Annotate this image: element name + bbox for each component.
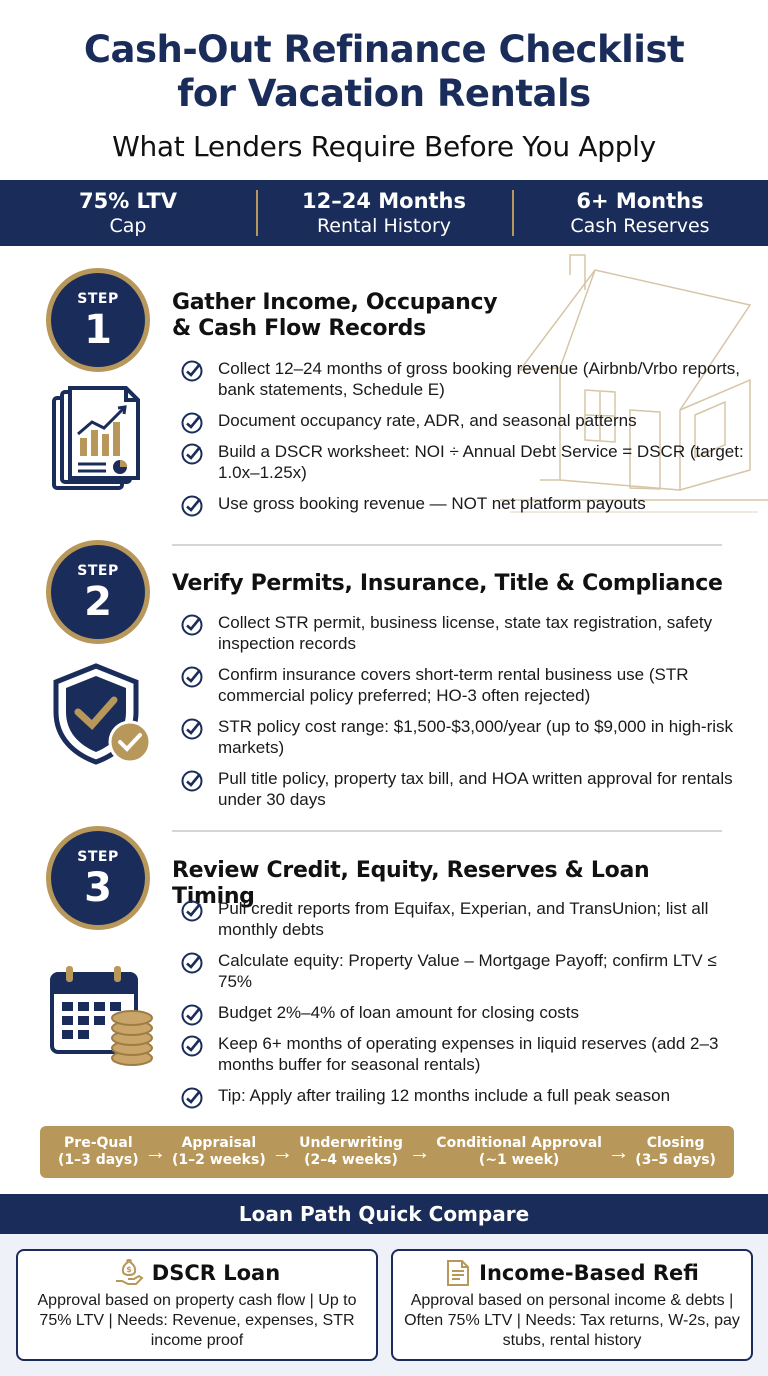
stat-reserves [512, 180, 768, 246]
check-circle-icon [180, 717, 204, 741]
phase-name: Pre-Qual [64, 1135, 133, 1151]
step-badge [46, 268, 150, 372]
phase-duration: (2–4 weeks) [304, 1152, 398, 1168]
stat-label: Rental History [316, 215, 452, 237]
checklist-item [180, 1033, 750, 1075]
money-hand-icon [114, 1259, 144, 1287]
card-title: Income-Based Refi [479, 1261, 699, 1285]
compare-heading: Loan Path Quick Compare [0, 1194, 768, 1234]
check-circle-icon [180, 613, 204, 637]
loan-timeline [40, 1126, 734, 1178]
stat-ltv [0, 180, 256, 246]
check-circle-icon [180, 359, 204, 383]
step-badge-word: STEP [77, 563, 119, 579]
card-text: Approval based on property cash flow | Up to 75% LTV | Needs: Revenue, expenses, STR income proof [37, 1292, 357, 1349]
phase-duration: (1–3 days) [58, 1152, 139, 1168]
phase-name: Closing [646, 1135, 705, 1151]
check-circle-icon [180, 411, 204, 435]
checklist-text: Build a DSCR worksheet: NOI ÷ Annual Debt Service = DSCR (target: 1.0x–1.25x) [218, 442, 744, 482]
timeline-phase [58, 1135, 139, 1169]
phase-name: Appraisal [181, 1135, 257, 1151]
check-circle-icon [180, 769, 204, 793]
divider [172, 830, 722, 832]
step-title: Verify Permits, Insurance, Title & Compliance [172, 571, 723, 596]
checklist-text: Collect STR permit, business license, state tax registration, safety inspection records [218, 613, 713, 653]
checklist-item [180, 716, 750, 758]
page-subtitle: What Lenders Require Before You Apply [112, 130, 656, 163]
arrow-right-icon: → [144, 1139, 167, 1164]
phase-name: Underwriting [299, 1135, 403, 1151]
checklist-item [180, 664, 750, 706]
check-circle-icon [180, 1034, 204, 1058]
card-text: Approval based on personal income & debts | Often 75% LTV | Needs: Tax returns, W-2s, pay stubs, rental history [404, 1292, 740, 1349]
timeline-phase [635, 1135, 716, 1169]
checklist-item [180, 768, 750, 810]
checklist-text: Keep 6+ months of operating expenses in liquid reserves (add 2–3 months buffer for seasonal rentals) [218, 1034, 719, 1074]
phase-name: Conditional Approval [436, 1135, 602, 1151]
step-title: Review Credit, Equity, Reserves & Loan Timing [172, 858, 650, 909]
checklist-item [180, 1002, 750, 1023]
arrow-right-icon: → [607, 1139, 630, 1164]
checklist-item [180, 950, 750, 992]
header [0, 0, 768, 180]
step-badge [46, 540, 150, 644]
step-badge [46, 826, 150, 930]
step-title: Gather Income, Occupancy & Cash Flow Records [172, 290, 498, 341]
checklist-text: Pull title policy, property tax bill, and HOA written approval for rentals under 30 days [218, 769, 733, 809]
stat-value: 75% LTV [78, 189, 178, 213]
stat-label: Cap [109, 215, 147, 237]
stat-value: 12–24 Months [301, 189, 467, 213]
page-title: Cash-Out Refinance Checklist for Vacation Rentals [83, 28, 685, 115]
step-badge-word: STEP [77, 291, 119, 307]
stat-label: Cash Reserves [570, 215, 710, 237]
report-chart-icon [50, 386, 144, 494]
document-icon [445, 1259, 471, 1287]
step-badge-word: STEP [77, 849, 119, 865]
check-circle-icon [180, 951, 204, 975]
stat-history [256, 180, 512, 246]
check-circle-icon [180, 1086, 204, 1110]
checklist-text: Tip: Apply after trailing 12 months include a full peak season [218, 1086, 671, 1105]
checklist-text: Confirm insurance covers short-term rental business use (STR commercial policy preferred; HO-3 often rejected) [218, 665, 689, 705]
step-items [180, 358, 750, 514]
check-circle-icon [180, 494, 204, 518]
card-header [28, 1259, 366, 1287]
check-circle-icon [180, 442, 204, 466]
checklist-item [180, 493, 750, 514]
check-circle-icon [180, 1003, 204, 1027]
step-items [180, 898, 750, 1106]
arrow-right-icon: → [271, 1139, 294, 1164]
checklist-text: Document occupancy rate, ADR, and seasonal patterns [218, 411, 637, 430]
checklist-text: Collect 12–24 months of gross booking revenue (Airbnb/Vrbo reports, bank statements, Schedule E) [218, 359, 740, 399]
phase-duration: (1–2 weeks) [172, 1152, 266, 1168]
checklist-text: Use gross booking revenue — NOT net platform payouts [218, 494, 646, 513]
calendar-coins-icon [50, 964, 156, 1068]
phase-duration: (~1 week) [478, 1152, 560, 1168]
checklist-item [180, 441, 750, 483]
step-badge-number: 2 [84, 579, 112, 625]
card-header [403, 1259, 741, 1287]
phase-duration: (3–5 days) [635, 1152, 716, 1168]
checklist-item [180, 1085, 750, 1106]
checklist-text: Pull credit reports from Equifax, Experian, and TransUnion; list all monthly debts [218, 899, 709, 939]
check-circle-icon [180, 899, 204, 923]
income-refi-card [391, 1249, 753, 1361]
step-items [180, 612, 750, 810]
divider [172, 544, 722, 546]
checklist-item [180, 612, 750, 654]
svg-text:$: $ [126, 1265, 132, 1274]
timeline-phase [172, 1135, 266, 1169]
checklist-item [180, 358, 750, 400]
check-circle-icon [180, 665, 204, 689]
shield-check-icon [52, 662, 154, 766]
timeline-phase [299, 1135, 403, 1169]
card-title: DSCR Loan [151, 1261, 281, 1285]
dscr-loan-card [16, 1249, 378, 1361]
checklist-item [180, 410, 750, 431]
stat-value: 6+ Months [576, 189, 704, 213]
checklist-item [180, 898, 750, 940]
checklist-text: Budget 2%–4% of loan amount for closing costs [218, 1003, 579, 1022]
step-badge-number: 1 [84, 307, 112, 353]
checklist-text: Calculate equity: Property Value – Mortgage Payoff; confirm LTV ≤ 75% [218, 951, 717, 991]
timeline-phase [436, 1135, 602, 1169]
checklist-text: STR policy cost range: $1,500-$3,000/year (up to $9,000 in high-risk markets) [218, 717, 734, 757]
stats-bar [0, 180, 768, 246]
arrow-right-icon: → [408, 1139, 431, 1164]
step-badge-number: 3 [84, 865, 112, 911]
